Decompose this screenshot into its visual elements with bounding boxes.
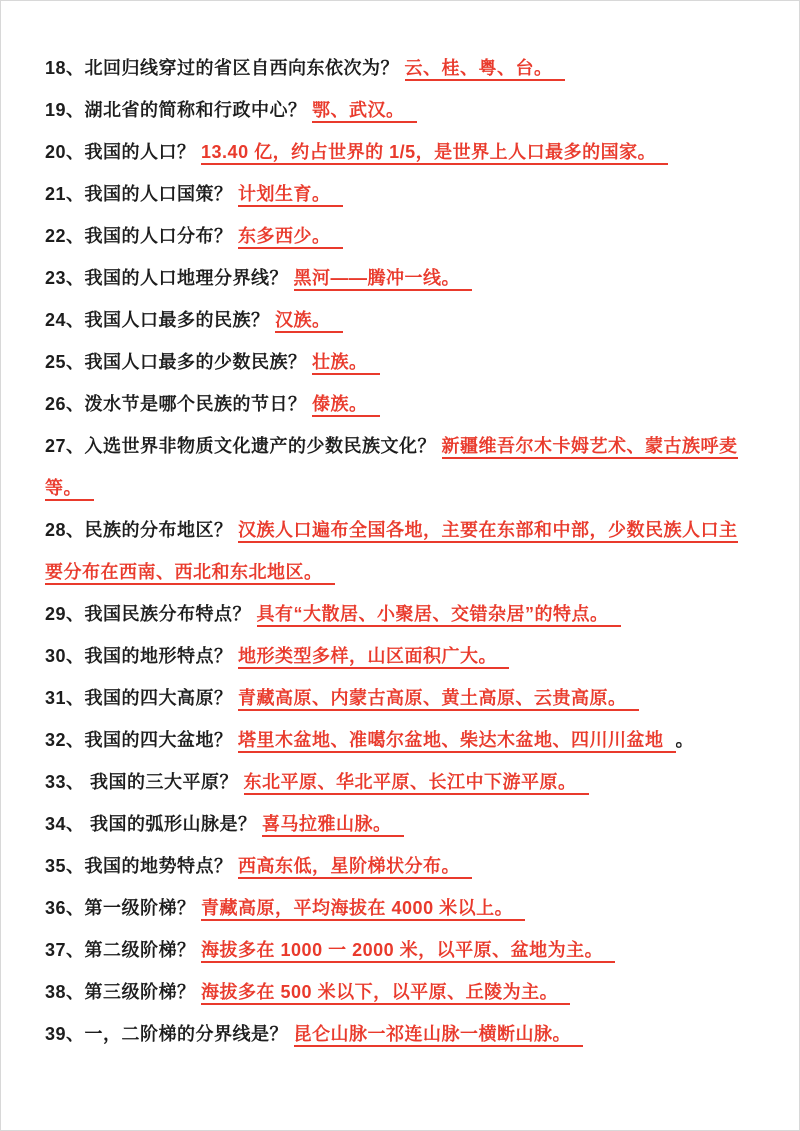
qa-item: [45, 845, 749, 887]
question-text: 20、我国的人口？: [45, 142, 202, 162]
answer-text: 西高东低，星阶梯状分布。: [238, 856, 472, 879]
qa-item: [45, 215, 749, 257]
question-text: 26、泼水节是哪个民族的节日？: [45, 394, 313, 414]
answer-text: 具有“大散居、小聚居、交错杂居”的特点。: [257, 604, 621, 627]
answer-text: 傣族。: [312, 394, 380, 417]
qa-item: [45, 509, 749, 593]
question-text: 31、我国的四大高原？: [45, 688, 239, 708]
qa-item: [45, 299, 749, 341]
qa-item: [45, 383, 749, 425]
question-text: 35、我国的地势特点？: [45, 856, 239, 876]
question-text: 23、我国的人口地理分界线？: [45, 268, 294, 288]
answer-text: 汉族人口遍布全国各地，主要在东部和中部，少数民族人口主要分布在西南、西北和东北地区。: [45, 520, 738, 585]
question-text: 39、一，二阶梯的分界线是？: [45, 1024, 294, 1044]
answer-text: 东多西少。: [238, 226, 343, 249]
answer-text: 鄂、武汉。: [312, 100, 417, 123]
qa-item: [45, 341, 749, 383]
answer-text: 壮族。: [312, 352, 380, 375]
qa-item: [45, 425, 749, 509]
qa-item: [45, 89, 749, 131]
qa-item: [45, 803, 749, 845]
qa-item: [45, 929, 749, 971]
answer-text: 云、桂、粤、台。: [405, 58, 565, 81]
qa-item: [45, 257, 749, 299]
answer-text: 青藏高原，平均海拔在 4000 米以上。: [201, 898, 525, 921]
question-text: 28、民族的分布地区？: [45, 520, 239, 540]
answer-text: 东北平原、华北平原、长江中下游平原。: [244, 772, 589, 795]
answer-text: 13.40 亿，约占世界的 1/5，是世界上人口最多的国家。: [201, 142, 668, 165]
answer-text: 汉族。: [275, 310, 343, 333]
question-text: 30、我国的地形特点？: [45, 646, 239, 666]
question-text: 21、我国的人口国策？: [45, 184, 239, 204]
answer-text: 喜马拉雅山脉。: [262, 814, 404, 837]
question-text: 29、我国民族分布特点？: [45, 604, 257, 624]
qa-item: [45, 719, 749, 761]
question-text: 32、我国的四大盆地？: [45, 730, 239, 750]
qa-item: [45, 677, 749, 719]
qa-item: [45, 1013, 749, 1055]
qa-item: [45, 971, 749, 1013]
answer-text: 塔里木盆地、准噶尔盆地、柴达木盆地、四川川盆地: [238, 730, 676, 753]
answer-text: 计划生育。: [238, 184, 343, 207]
question-text: 33、 我国的三大平原？: [45, 772, 244, 792]
answer-text: 青藏高原、内蒙古高原、黄土高原、云贵高原。: [238, 688, 639, 711]
qa-item: [45, 173, 749, 215]
question-text: 27、入选世界非物质文化遗产的少数民族文化？: [45, 436, 442, 456]
answer-text: 黑河——腾冲一线。: [294, 268, 473, 291]
qa-list: [1, 1, 799, 1055]
answer-text: 新疆维吾尔木卡姆艺术、蒙古族呼麦等。: [45, 436, 738, 501]
question-text: 25、我国人口最多的少数民族？: [45, 352, 313, 372]
answer-text: 地形类型多样，山区面积广大。: [238, 646, 509, 669]
answer-text: 昆仑山脉一祁连山脉一横断山脉。: [294, 1024, 584, 1047]
question-text: 36、第一级阶梯？: [45, 898, 202, 918]
question-text: 22、我国的人口分布？: [45, 226, 239, 246]
qa-item: [45, 131, 749, 173]
answer-text: 海拔多在 500 米以下，以平原、丘陵为主。: [201, 982, 570, 1005]
question-text: 34、 我国的弧形山脉是？: [45, 814, 263, 834]
qa-item: [45, 761, 749, 803]
answer-text: 海拔多在 1000 一 2000 米，以平原、盆地为主。: [201, 940, 615, 963]
qa-item: [45, 887, 749, 929]
answer-suffix: 。: [675, 730, 695, 750]
qa-item: [45, 593, 749, 635]
question-text: 18、北回归线穿过的省区自西向东依次为？: [45, 58, 405, 78]
question-text: 19、湖北省的简称和行政中心？: [45, 100, 313, 120]
question-text: 24、我国人口最多的民族？: [45, 310, 276, 330]
qa-item: [45, 47, 749, 89]
question-text: 38、第三级阶梯？: [45, 982, 202, 1002]
qa-item: [45, 635, 749, 677]
question-text: 37、第二级阶梯？: [45, 940, 202, 960]
